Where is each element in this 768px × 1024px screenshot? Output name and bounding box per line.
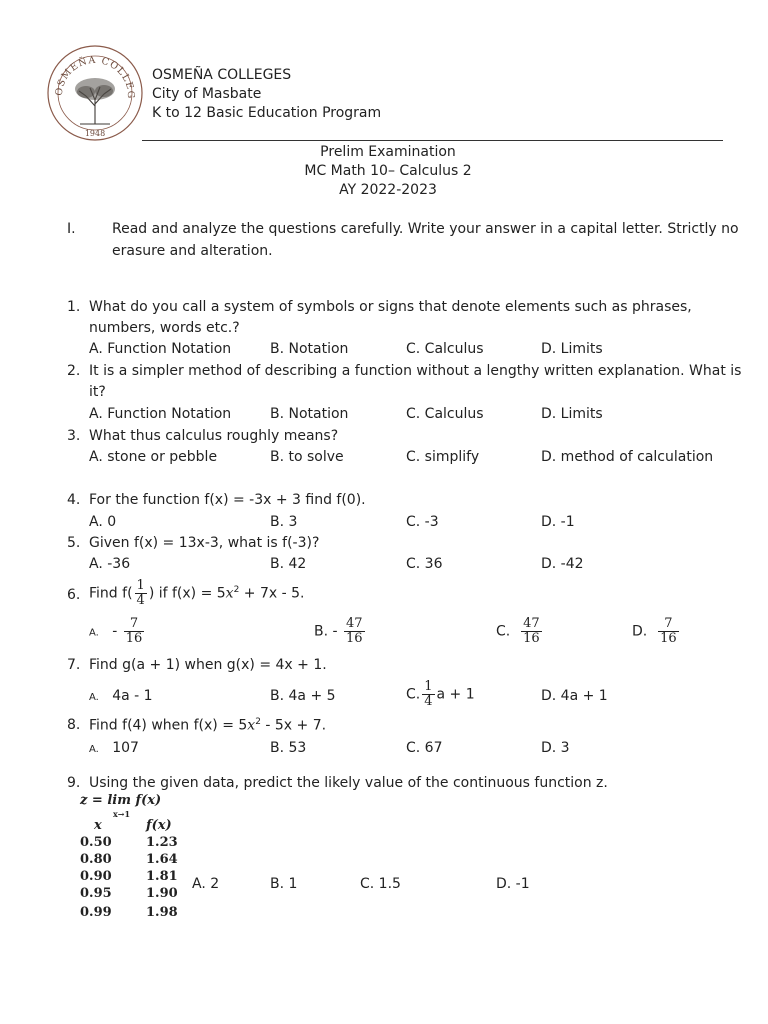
seal-text: OSMEÑA COLLEG (53, 54, 137, 100)
q4-choice-a: A. 0 (89, 514, 117, 530)
q8-choice-a (89, 740, 139, 756)
q6-a-num: 7 (129, 616, 139, 631)
q6-text (89, 579, 304, 608)
q3-choice-b: B. to solve (270, 449, 344, 465)
q2-line2: it? (89, 384, 106, 400)
q1-number: 1. (67, 299, 81, 315)
q7-c-tail: a + 1 (436, 686, 475, 703)
q8-text (89, 717, 326, 734)
q1-choice-c: C. Calculus (406, 341, 484, 357)
q7-a-label: A. (89, 692, 99, 703)
q6-choice-a (89, 617, 146, 646)
q7-c-fraction (422, 680, 434, 709)
q6-c-fraction (521, 617, 542, 646)
q6-d-den: 16 (660, 631, 677, 646)
q2-choice-b: B. Notation (270, 406, 349, 422)
section-number: I. (67, 221, 76, 237)
q1-choice-b: B. Notation (270, 341, 349, 357)
seal-year: 1948 (84, 129, 106, 138)
q6-a-sign: - (112, 623, 118, 640)
q6-frac-den: 4 (136, 593, 145, 608)
q2-number: 2. (67, 363, 81, 379)
q5-choice-b: B. 42 (270, 556, 307, 572)
q3-choice-c: C. simplify (406, 449, 480, 465)
school-program: K to 12 Basic Education Program (152, 105, 382, 121)
q7-c-den: 4 (424, 694, 433, 709)
q6-c-label: C. (496, 623, 511, 640)
q9-choice-c: C. 1.5 (360, 876, 401, 892)
q9-row-fx: 1.98 (146, 905, 178, 920)
q6-find: Find f( (89, 585, 133, 602)
q6-number: 6. (67, 587, 81, 603)
school-seal (46, 44, 144, 142)
q5-choice-d: D. -42 (541, 556, 584, 572)
q6-rest: ) if f(x) = 5 (148, 585, 226, 602)
q9-text: Using the given data, predict the likely value of the continuous function z. (89, 775, 608, 791)
q6-a-label: A. (89, 627, 99, 639)
q6-a-den: 16 (125, 631, 143, 646)
q6-d-fraction (658, 617, 679, 646)
q7-choice-d: D. 4a + 1 (541, 688, 608, 704)
q6-frac-num: 1 (136, 578, 145, 593)
exam-title: Prelim Examination (320, 144, 456, 160)
q9-row-fx: 1.64 (146, 852, 178, 867)
q9-choice-d: D. -1 (496, 876, 530, 892)
q9-row-x: 0.50 (80, 835, 112, 850)
q6-tail: + 7x - 5. (239, 585, 305, 602)
q3-choice-a: A. stone or pebble (89, 449, 218, 465)
q6-choice-d (632, 617, 681, 646)
q8-tail: - 5x + 7. (260, 717, 327, 734)
q4-text: For the function f(x) = -3x + 3 find f(0). (89, 492, 366, 508)
q2-choice-a: A. Function Notation (89, 406, 232, 422)
school-name: OSMEÑA COLLEGES (152, 67, 292, 83)
q8-x: x (247, 717, 256, 734)
q1-choice-d: D. Limits (541, 341, 603, 357)
q9-choice-b: B. 1 (270, 876, 298, 892)
school-city: City of Masbate (152, 86, 262, 102)
q6-a-fraction (124, 617, 145, 646)
q2-choice-d: D. Limits (541, 406, 603, 422)
q7-choice-c (406, 680, 475, 709)
q2-choice-c: C. Calculus (406, 406, 484, 422)
q3-number: 3. (67, 428, 81, 444)
q8-number: 8. (67, 717, 81, 733)
q9-row-x: 0.95 (80, 886, 112, 901)
q7-choice-a (89, 688, 153, 704)
q6-b-fraction (344, 617, 365, 646)
q2-line1: It is a simpler method of describing a function without a lengthy written explanation. What is (89, 363, 742, 379)
q4-number: 4. (67, 492, 81, 508)
q5-text: Given f(x) = 13x-3, what is f(-3)? (89, 535, 320, 551)
q6-b-label: B. - (314, 623, 338, 640)
q1-line2: numbers, words etc.? (89, 320, 240, 336)
q6-choice-c (496, 617, 544, 646)
q7-number: 7. (67, 657, 81, 673)
exam-course: MC Math 10– Calculus 2 (304, 163, 472, 179)
q5-choice-a: A. -36 (89, 556, 131, 572)
instructions-line2: erasure and alteration. (112, 243, 273, 259)
q6-choice-b (314, 617, 367, 646)
q1-choice-a: A. Function Notation (89, 341, 232, 357)
q8-choice-c: C. 67 (406, 740, 443, 756)
q7-c-label: C. (406, 686, 421, 703)
q6-exp: 2 (233, 584, 240, 595)
q9-row-fx: 1.90 (146, 886, 178, 901)
q7-c-num: 1 (424, 679, 433, 694)
q6-c-den: 16 (523, 631, 540, 646)
q1-line1: What do you call a system of symbols or signs that denote elements such as phrases, (89, 299, 692, 315)
q6-b-num: 47 (346, 616, 363, 631)
q6-x: x (225, 585, 234, 602)
q6-b-den: 16 (346, 631, 363, 646)
q5-number: 5. (67, 535, 81, 551)
q5-choice-c: C. 36 (406, 556, 443, 572)
school-info (152, 66, 381, 123)
header-divider (142, 140, 723, 141)
q8-a-label: A. (89, 744, 99, 755)
q4-choice-c: C. -3 (406, 514, 439, 530)
q7-choice-b: B. 4a + 5 (270, 688, 336, 704)
q9-row-fx: 1.23 (146, 835, 178, 850)
q9-row-x: 0.80 (80, 852, 112, 867)
q9-row-x: 0.90 (80, 869, 112, 884)
q6-fraction (135, 579, 147, 608)
q9-row-x: 0.99 (80, 905, 112, 920)
exam-heading (288, 143, 488, 200)
instructions-line1: Read and analyze the questions carefully. Write your answer in a capital letter. Strictly no (112, 221, 739, 237)
q9-number: 9. (67, 775, 81, 791)
q7-a-text: 4a - 1 (112, 688, 153, 704)
q8-pre: Find f(4) when f(x) = 5 (89, 717, 248, 734)
q3-text: What thus calculus roughly means? (89, 428, 339, 444)
exam-ay: AY 2022-2023 (339, 182, 437, 198)
q8-choice-b: B. 53 (270, 740, 307, 756)
q6-c-num: 47 (523, 616, 540, 631)
q9-formula: z = lim f(x) (80, 793, 162, 808)
q6-d-label: D. (632, 623, 648, 640)
q8-choice-d: D. 3 (541, 740, 570, 756)
q9-col-x: x (94, 818, 102, 833)
q7-text: Find g(a + 1) when g(x) = 4x + 1. (89, 657, 327, 673)
q8-a-text: 107 (112, 740, 139, 756)
q9-choice-a: A. 2 (192, 876, 220, 892)
q4-choice-d: D. -1 (541, 514, 575, 530)
q9-row-fx: 1.81 (146, 869, 178, 884)
q6-d-num: 7 (664, 616, 673, 631)
q3-choice-d: D. method of calculation (541, 449, 714, 465)
q8-exp: 2 (255, 717, 261, 727)
q9-col-fx: f(x) (146, 818, 172, 833)
q4-choice-b: B. 3 (270, 514, 298, 530)
q9-formula-sub: x→1 (113, 809, 131, 819)
